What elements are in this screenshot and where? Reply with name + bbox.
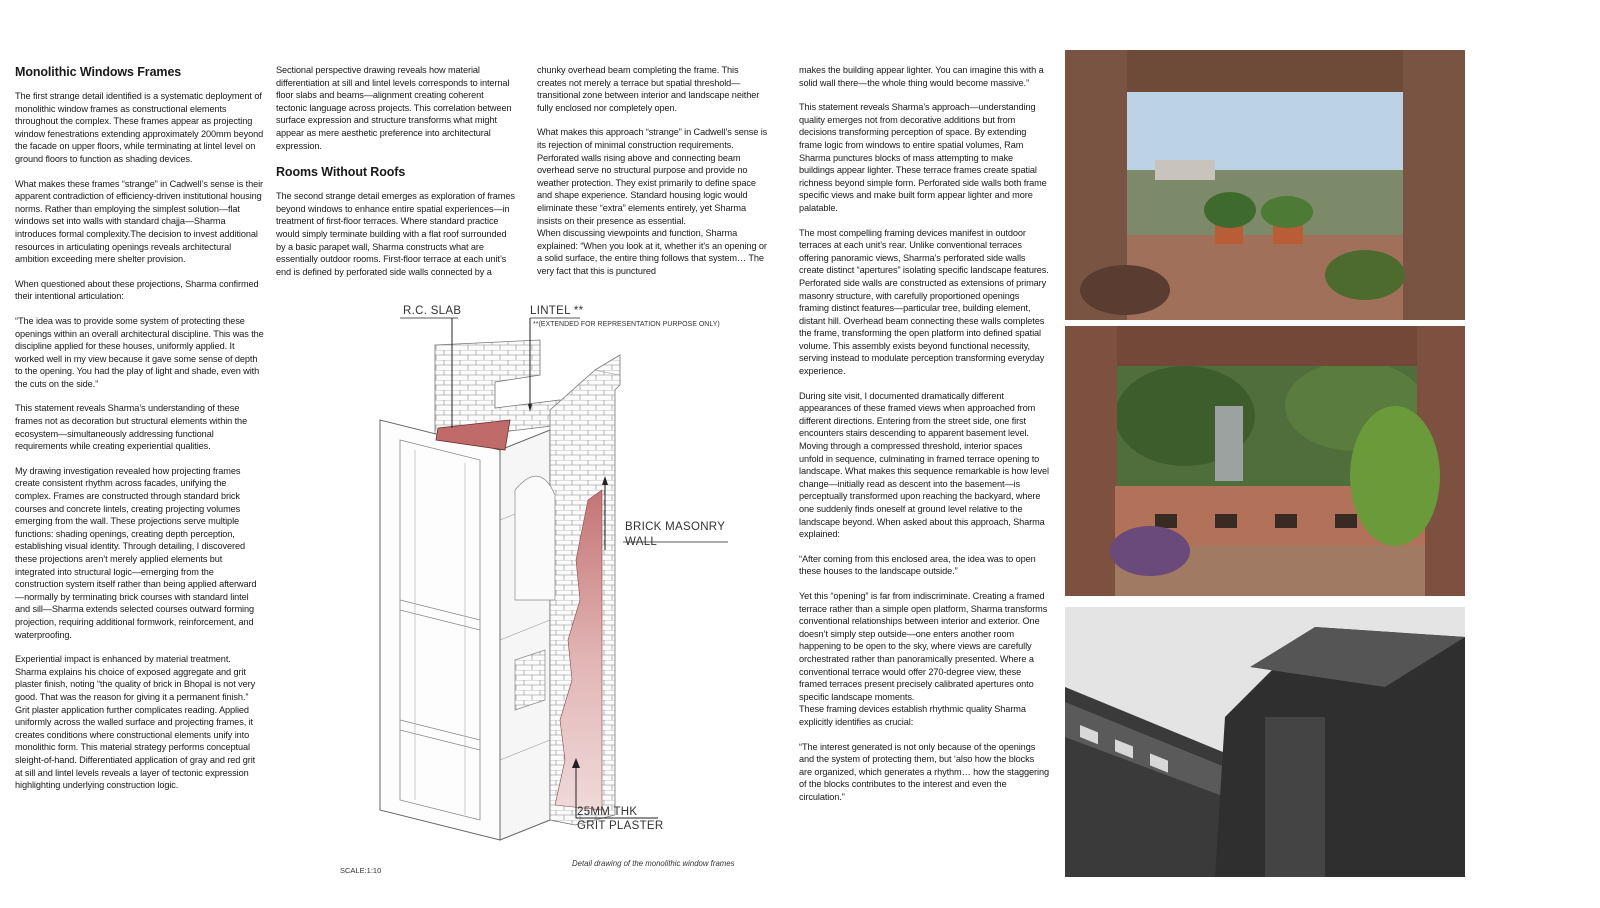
label-grit-plaster: GRIT PLASTER bbox=[577, 820, 664, 832]
axonometric-drawing bbox=[340, 300, 780, 880]
paragraph: When discussing viewpoints and function, Sharma explained: “When you look at it, whether it’s an opening or a solid surface, the entire thing follows that system… The very fact that this is punctured bbox=[537, 228, 767, 276]
quote-paragraph: “The idea was to provide some system of protecting these openings within an overall architectural discipline. This was the discipline applied for these houses, uniformly applied. It worked well in my view because it gave some sense of depth to the opening. You had the play of light and shade, even with the cuts on the side.” bbox=[15, 315, 264, 389]
paragraph: These framing devices establish rhythmic quality Sharma explicitly identifies as crucial: bbox=[799, 704, 1026, 727]
photo-terrace-frame-2 bbox=[1065, 326, 1465, 596]
paragraph: What makes this approach “strange” in Cadwell’s sense is its rejection of minimal construction requirements. Perforated walls rising above and connecting beam overhead serve no structural purpose and provide no weather protection. They exist primarily to define space and shape experience. Standard housing logic would eliminate these “extra” elements entirely, yet Sharma insists on their presence as essential. bbox=[537, 127, 768, 226]
paragraph: chunky overhead beam completing the frame. This creates not merely a terrace but spatial threshold—transitional zone between interior and landscape neither fully enclosed nor completely open. bbox=[537, 65, 760, 113]
label-lintel: LINTEL ** bbox=[530, 305, 584, 317]
label-brick-masonry: BRICK MASONRY bbox=[625, 521, 726, 533]
quote-paragraph: “The interest generated is not only because of the openings and the system of protecting them, but ‘also how the blocks are organized, which generates a rhythm… how the staggering of the blocks contributes to the interest and even the circulation.” bbox=[799, 741, 1049, 802]
quote-paragraph: “After coming from this enclosed area, the idea was to open these houses to the landscape outside.” bbox=[799, 553, 1036, 577]
window-frame-detail-drawing bbox=[340, 300, 780, 880]
paragraph: The most compelling framing devices manifest in outdoor terraces at each unit’s rear. Unlike conventional terraces offering panoramic views, Sharma’s perforated side walls create distinct “apertures” isolating specific landscape features. Perforated side walls are constructed as extensions of primary masonry structure, with carefully proportioned openings framing distinct features—particular tree, building element, distant hill. Overhead beam connecting these walls completes the frame, transforming the open platform into defined spatial volume. This assembly exists beyond functional necessity, serving instead to modulate perception transforming everyday experience. bbox=[799, 227, 1049, 377]
label-rc-slab: R.C. SLAB bbox=[403, 305, 462, 317]
paragraph: Yet this “opening” is far from indiscriminate. Creating a framed terrace rather than a simple open platform, Sharma transforms conventional relationships between interior and exterior. One doesn’t simply step outside—one enters another room happening to be open to the sky, where views are carefully orchestrated rather than panoramically presented. Where a conventional terrace would offer 270-degree view, these framed terraces present precisely calibrated apertures onto specific landscape moments. bbox=[799, 590, 1048, 702]
section-heading-monolithic-frames: Monolithic Windows Frames bbox=[15, 65, 182, 79]
drawing-caption: Detail drawing of the monolithic window frames bbox=[572, 859, 735, 868]
text-column-3 bbox=[537, 64, 769, 290]
paragraph: During site visit, I documented dramatically different appearances of these framed views when approached from different directions. Entering from the street side, one first encounters stairs descending to apparent basement level. Moving through a compressed threshold, interior spaces unfold in sequence, culminating in framed terrace opening to landscape. What makes this sequence remarkable is how level change—initially read as descent into the basement—is perceptually transformed upon reaching the backyard, where one suddenly finds oneself at ground level relative to the landscape beyond. When asked about this approach, Sharma explained: bbox=[799, 390, 1049, 540]
paragraph: What makes these frames “strange” in Cadwell’s sense is their apparent contradiction of efficiency-driven institutional housing norms. Rather than employing the simplest solution—flat windows set into walls with standard chajja—Sharma introduces formal complexity.The decision to invest additional resources in articulating openings reveals architectural ambition exceeding mere shelter provision. bbox=[15, 178, 264, 265]
label-brick-wall: WALL bbox=[625, 536, 658, 548]
frame-outer bbox=[380, 420, 500, 840]
section-heading-rooms-without-roofs: Rooms Without Roofs bbox=[276, 165, 406, 180]
text-column-1 bbox=[15, 64, 264, 804]
paragraph: This statement reveals Sharma’s approach—understanding quality emerges not from decorative additions but from decisions transforming perception of space. By extending frame logic from windows to entire spatial volumes, Ram Sharma punctures blocks of mass attempting to make buildings appear lighter. These terrace frames create spatial richness beyond simple form. Perforated side walls both frame specific views and make built form appear lighter and more palatable. bbox=[799, 102, 1047, 213]
paragraph: Experiential impact is enhanced by material treatment. Sharma explains his choice of exposed aggregate and grit plaster finish, noting “the quality of brick in Bhopal is not very good. That was the reason for giving it a permanent finish.” Grit plaster application further complicates reading. Applied uniformly across the walled surface and projecting frames, it creates conditions where constructional elements unify into monolithic form. This material strategy performs conceptual sleight-of-hand. Differentiated application of gray and red grit at sill and lintel levels reveals a layer of tectonic expression highlighting underlying construction logic. bbox=[15, 654, 256, 791]
paragraph: The second strange detail emerges as exploration of frames beyond windows to enhance entire spatial experiences—in treatment of first-floor terraces. Where standard practice would simply terminate building with a flat roof surrounded by a basic parapet wall, Sharma constructs what are essentially outdoor rooms. First-floor terrace at each unit’s end is defined by perforated side walls connected by a bbox=[276, 191, 515, 277]
label-plaster-thickness: 25MM THK bbox=[577, 806, 638, 818]
text-column-4 bbox=[799, 64, 1049, 815]
drawing-scale: SCALE:1:10 bbox=[340, 866, 382, 875]
label-lintel-note: **(EXTENDED FOR REPRESENTATION PURPOSE ONLY) bbox=[533, 321, 720, 328]
paragraph: Sectional perspective drawing reveals how material differentiation at sill and lintel levels corresponds to internal floor slabs and beams—alignment creating coherent tectonic language across projects. This correlation between surface expression and structure transforms what might appear as mere aesthetic preference into architectural expression. bbox=[276, 65, 512, 151]
paragraph: The first strange detail identified is a systematic deployment of monolithic window frames as constructional elements throughout the complex. These frames appear as projecting window fenestrations extending approximately 200mm beyond the facade on upper floors, while terminating at lintel level on ground floors to function as shading devices. bbox=[15, 91, 264, 164]
photo-facade-bw bbox=[1065, 607, 1465, 877]
text-column-2 bbox=[276, 64, 516, 290]
paragraph: My drawing investigation revealed how projecting frames create consistent rhythm across facades, unifying the complex. Frames are constructed through standard brick courses and concrete lintels, creating projecting volumes emerging from the wall. These projections serve multiple functions: shading openings, creating depth perception, establishing visual identity. Through detailing, I discovered these projections aren’t merely applied elements but integrated into structural logic—emerging from the construction system itself rather than being applied afterward—normally by terminating brick courses with standard lintel and sill—Sharma extends selected courses outward forming projection, requiring additional formwork, reinforcement, and waterproofing. bbox=[15, 465, 257, 640]
photo-terrace-frame-1 bbox=[1065, 50, 1465, 320]
paragraph: When questioned about these projections, Sharma confirmed their intentional articulation: bbox=[15, 278, 259, 302]
paragraph: makes the building appear lighter. You can imagine this with a solid wall there—the whole thing would become massive.” bbox=[799, 65, 1044, 88]
paragraph: This statement reveals Sharma’s understanding of these frames not as decoration but structural elements within the ecosystem—simultaneously addressing functional requirements while creating experiential qualities. bbox=[15, 403, 248, 452]
